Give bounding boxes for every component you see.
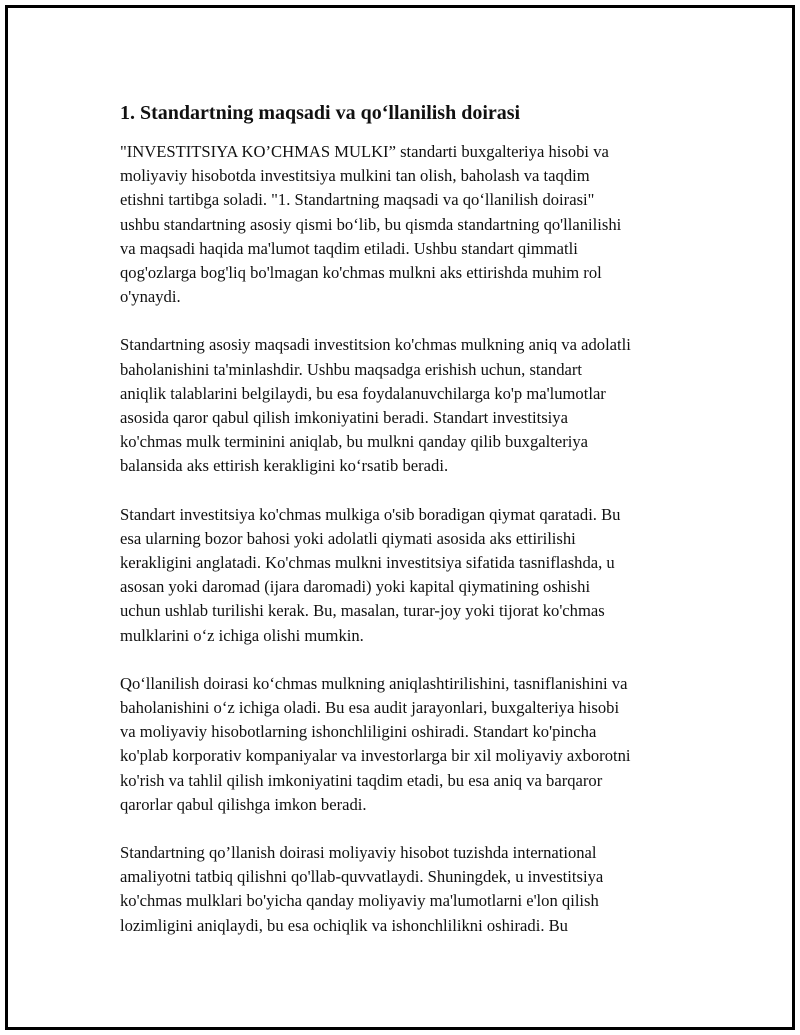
paragraph-5: Standartning qo’llanish doirasi moliyaviy hisobot tuzishda international amaliyotni tatbiq qilishni qo'llab-quvvatlaydi. Shuningdek, u investitsiya ko'chmas mulklari bo'yicha qanday moliyaviy ma'lumotlarni e'lon qilish lozimligini aniqlaydi, bu esa ochiqlik va ishonchlilikni oshiradi. Bu [120, 843, 604, 935]
document-body [120, 96, 702, 962]
paragraph-1: "INVESTITSIYA KO’CHMAS MULKI” standarti buxgalteriya hisobi va moliyaviy hisobotda investitsiya mulkini tan olish, baholash va taqdim etishni tartibga soladi. "1. Standartning maqsadi va qo‘llanilish doirasi" ushbu standartning asosiy qismi bo‘lib, bu qismda standartning qo'llanilishi va maqsadi haqida ma'lumot taqdim etiladi. Ushbu standart qimmatli qog'ozlarga bog'liq bo'lmagan ko'chmas mulkni aks ettirishda muhim rol o'ynaydi. [120, 142, 622, 307]
paragraph-4: Qo‘llanilish doirasi ko‘chmas mulkning aniqlashtirilishini, tasniflanishini va baholanishini o‘z ichiga oladi. Bu esa audit jarayonlari, buxgalteriya hisobi va moliyaviy hisobotlarning ishonchliligini oshiradi. Standart ko'pincha ko'plab korporativ kompaniyalar va investorlarga bir xil moliyaviy axborotni ko'rish va tahlil qilish imkoniyatini taqdim etadi, bu esa aniq va barqaror qarorlar qabul qilishga imkon beradi. [120, 673, 631, 814]
page-frame [5, 5, 795, 1030]
paragraph-2: Standartning asosiy maqsadi investitsion ko'chmas mulkning aniq va adolatli baholanishini ta'minlashdir. Ushbu maqsadga erishish uchun, standart aniqlik talablarini belgilaydi, bu esa foydalanuvchilarga ko'p ma'lumotlar asosida qaror qabul qilish imkoniyatini beradi. Standart investitsiya ko'chmas mulk terminini aniqlab, bu mulkni qanday qilib buxgalteriya balansida aks ettirish kerakligini ko‘rsatib beradi. [120, 335, 631, 476]
paragraph-3: Standart investitsiya ko'chmas mulkiga o'sib boradigan qiymat qaratadi. Bu esa ularning bozor bahosi yoki adolatli qiymati asosida aks ettirilishi kerakligini anglatadi. Ko'chmas mulkni investitsiya sifatida tasniflashda, u asosan yoki daromad (ijara daromadi) yoki kapital qiymatining oshishi uchun ushlab turilishi kerak. Bu, masalan, turar-joy yoki tijorat ko'chmas mulklarini o‘z ichiga olishi mumkin. [120, 504, 621, 645]
section-heading: 1. Standartning maqsadi va qo‘llanilish doirasi [120, 102, 521, 124]
